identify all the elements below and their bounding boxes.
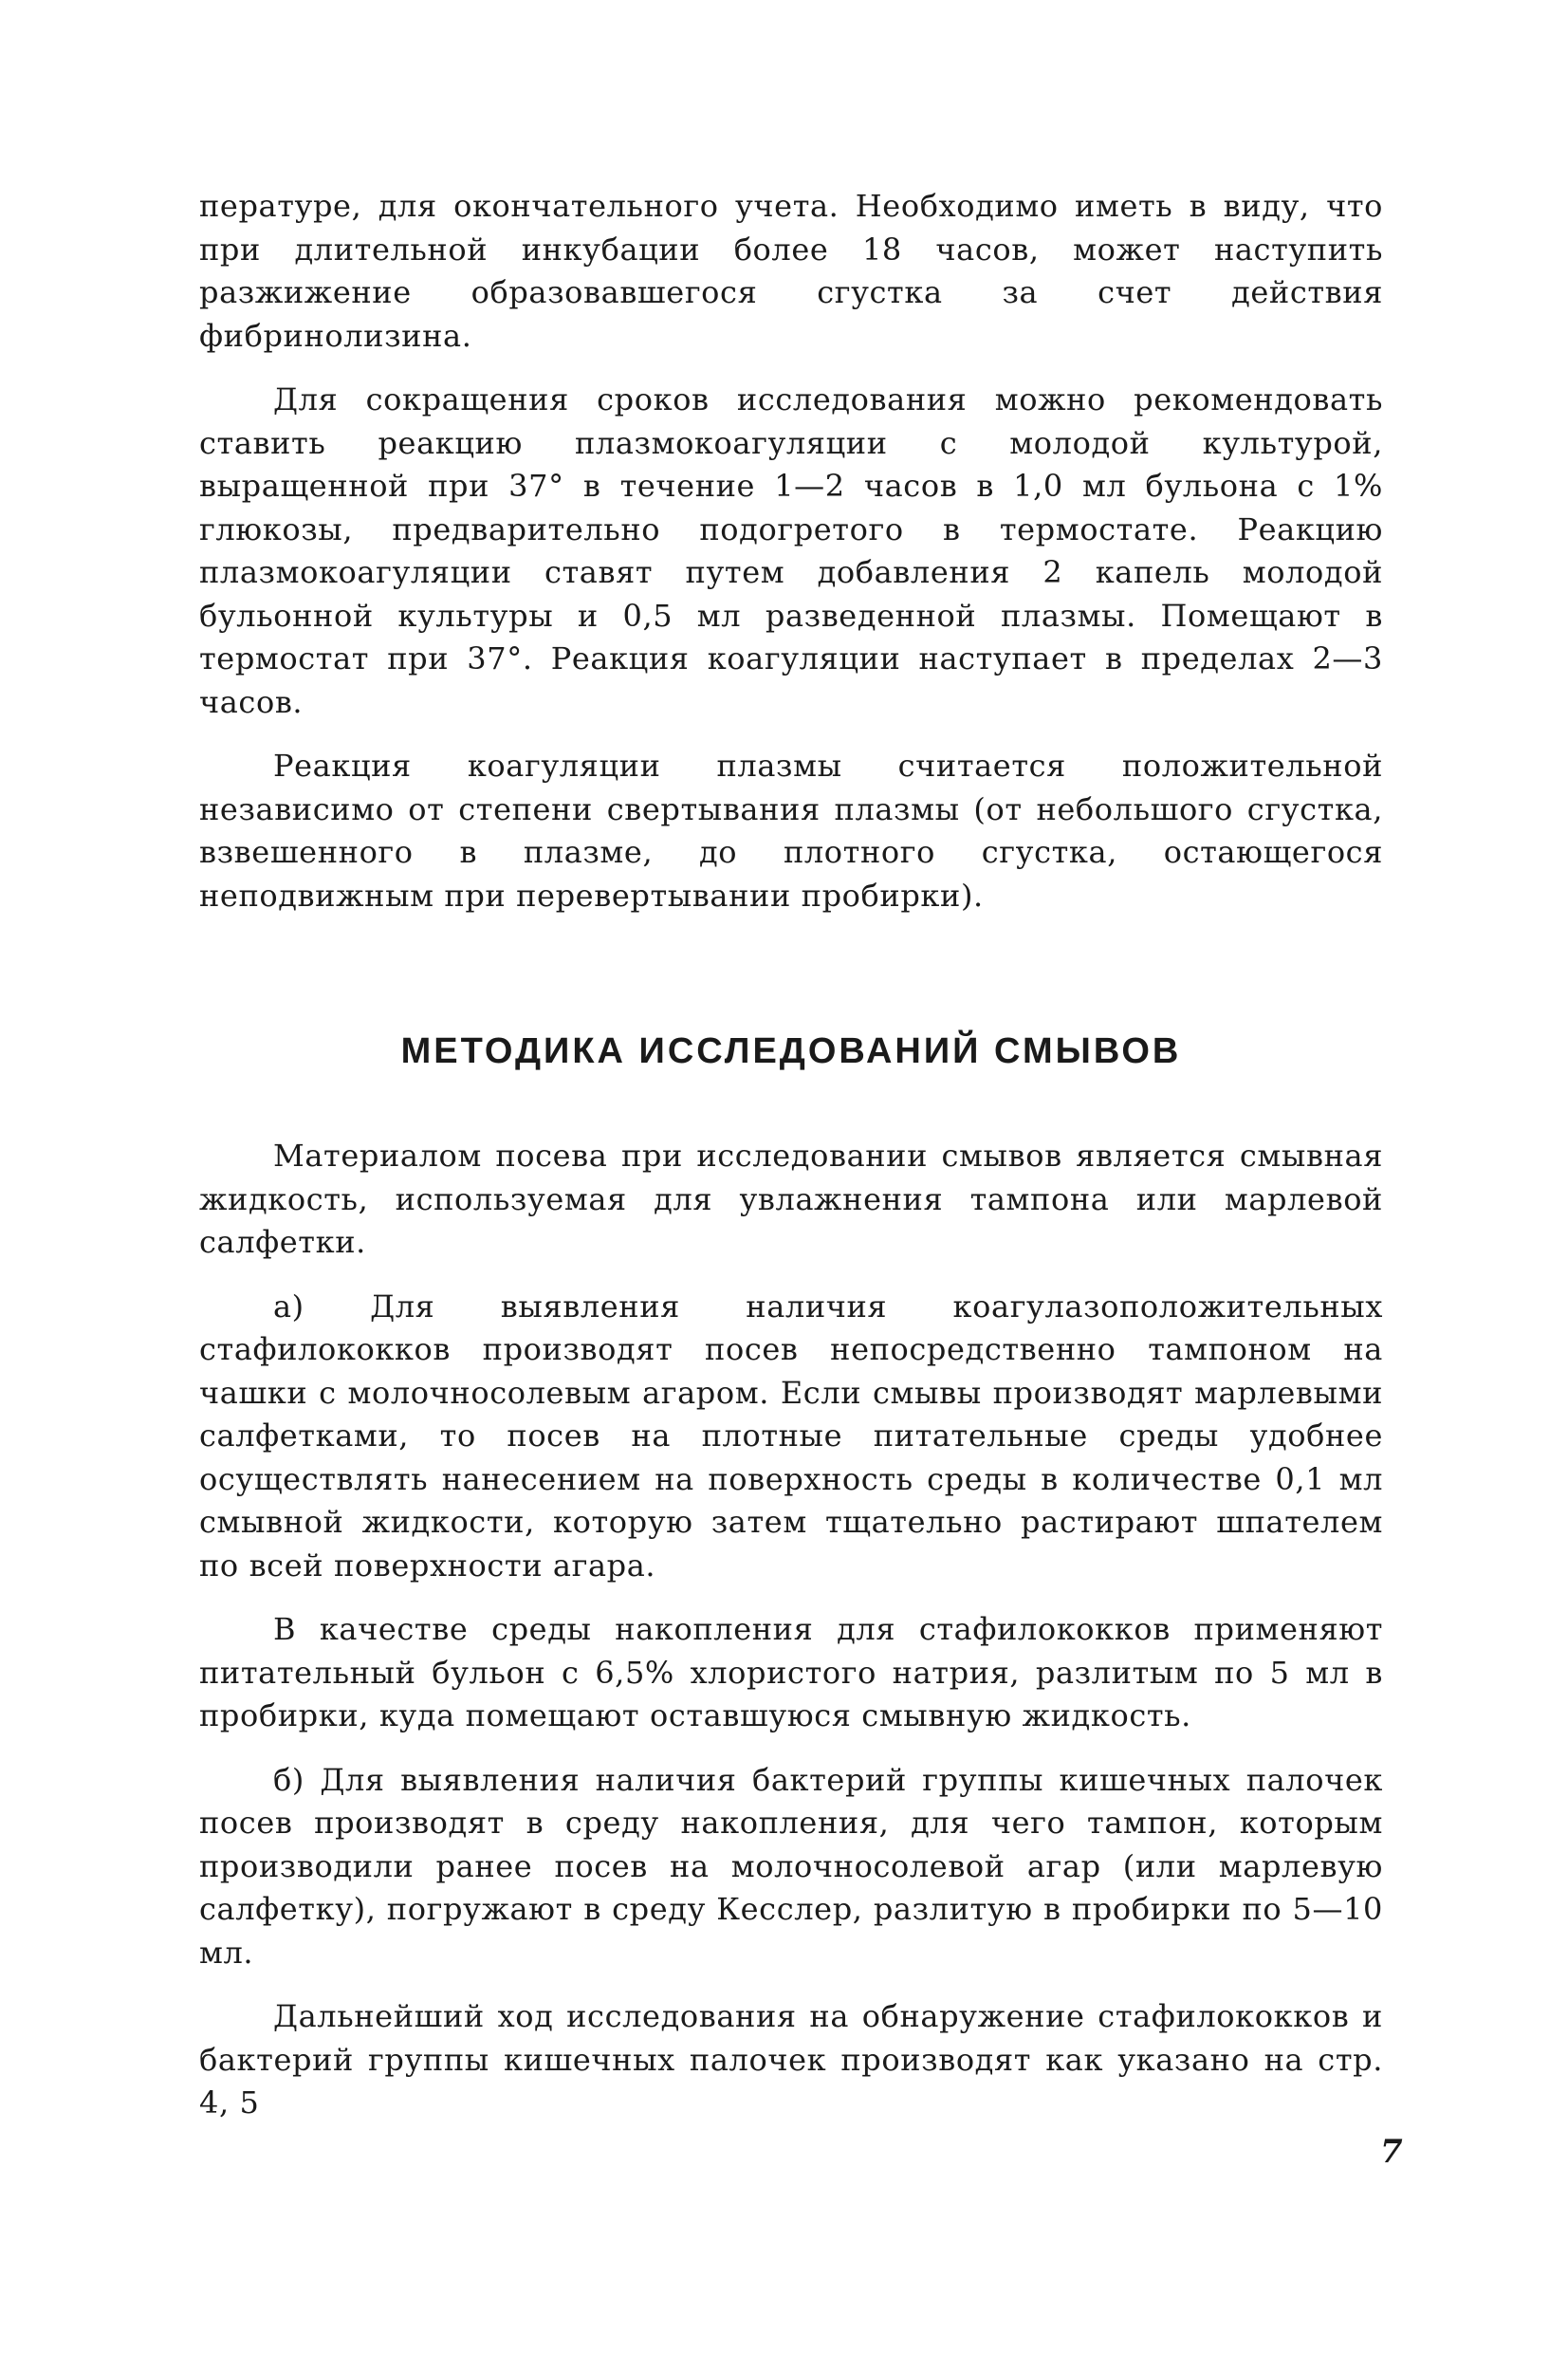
section-heading: МЕТОДИКА ИССЛЕДОВАНИЙ СМЫВОВ: [400, 1031, 1182, 1071]
paragraph-item-b: б) Для выявления наличия бактерий группы кишечных палочек посев производят в среду накопления, для чего тампон, которым производили ранее посев на молочносолевой агар (или марлевую салфетку), погружают в среду Кесслер, разлитую в пробирки по 5—10 мл.: [199, 1761, 1383, 1971]
paragraph-item-a: а) Для выявления наличия коагулазоположительных стафилококков производят посев непосредственно тампоном на чашки с молочносолевым агаром. Если смывы производят марлевыми салфетками, то посев на плотные питательные среды удобнее осуществлять нанесением на поверхность среды в количестве 0,1 мл смывной жидкости, которую затем тщательно растирают шпателем по всей поверхности агара.: [199, 1288, 1383, 1584]
paragraph-enrichment: В качестве среды накопления для стафилококков применяют питательный бульон с 6,5% хлористого натрия, разлитым по 5 мл в пробирки, куда помещают оставшуюся смывную жидкость.: [199, 1611, 1383, 1733]
paragraph-further: Дальнейший ход исследования на обнаружение стафилококков и бактерий группы кишечных палочек производят как указано на стр. 4, 5: [199, 1998, 1383, 2121]
paragraph-rapid-method: Для сокращения сроков исследования можно рекомендовать ставить реакцию плазмокоагуляции с молодой культурой, выращенной при 37° в течение 1—2 часов в 1,0 мл бульона с 1% глюкозы, предварительно подогретого в термостате. Реакцию плазмокоагуляции ставят путем добавления 2 капель молодой бульонной культуры и 0,5 мл разведенной плазмы. Помещают в термостат при 37°. Реакция коагуляции наступает в пределах 2—3 часов.: [199, 381, 1383, 720]
paragraph-continued: пературе, для окончательного учета. Необходимо иметь в виду, что при длительной инкубации более 18 часов, может наступить разжижение образовавшегося сгустка за счет действия фибринолизина.: [199, 188, 1383, 354]
paragraph-material: Материалом посева при исследовании смывов является смывная жидкость, используемая для увлажнения тампона или марлевой салфетки.: [199, 1138, 1383, 1260]
paragraph-positive-reaction: Реакция коагуляции плазмы считается положительной независимо от степени свертывания плазмы (от небольшого сгустка, взвешенного в плазме, до плотного сгустка, остающегося неподвижным при перевертывании пробирки).: [199, 748, 1383, 914]
page-body: [199, 185, 1383, 2146]
page-number: 7: [1380, 2133, 1403, 2171]
